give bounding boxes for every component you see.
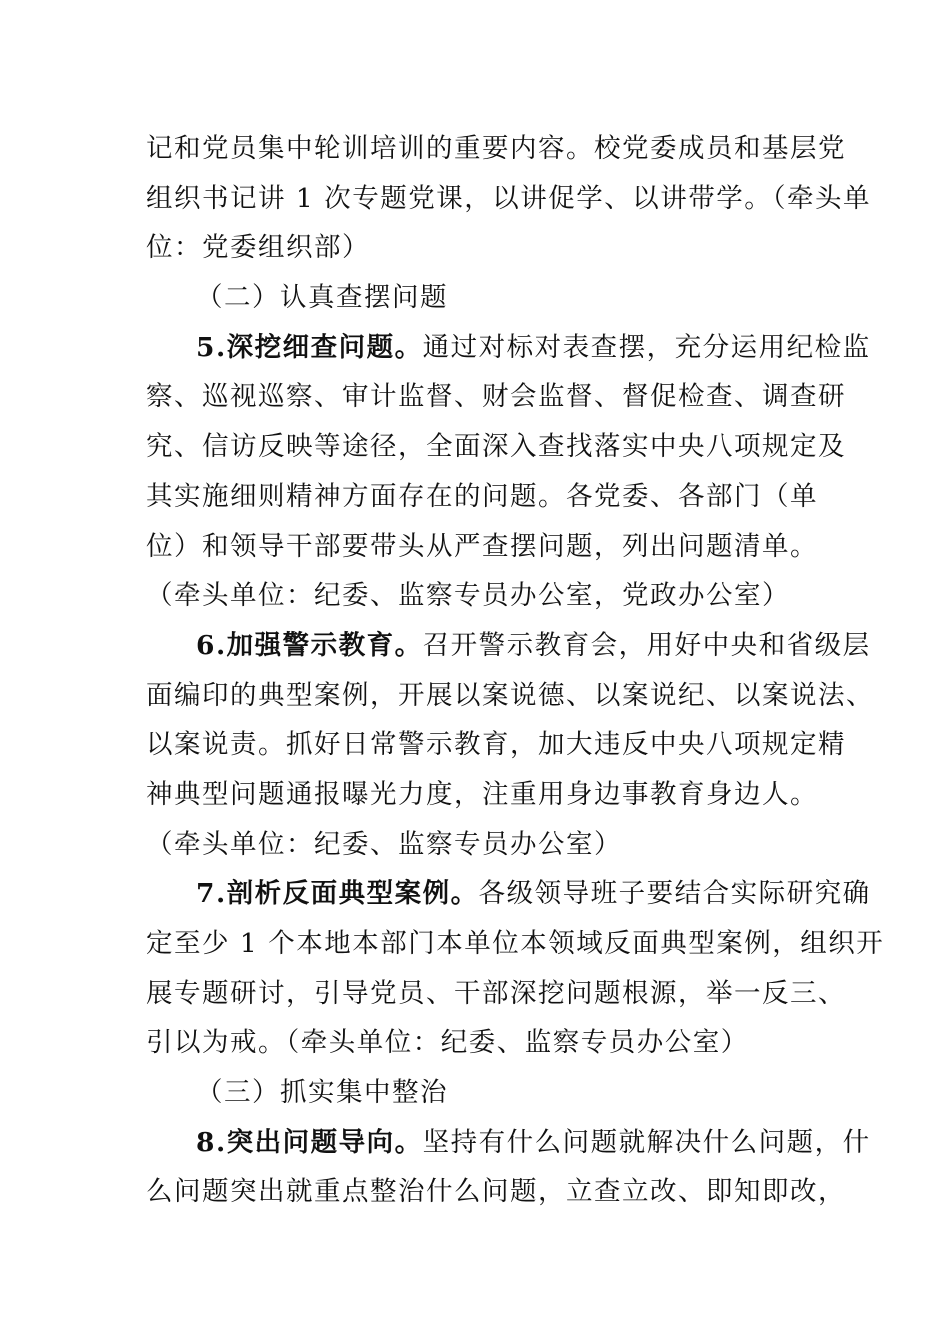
paragraph-line: 引以为戒。（牵头单位：纪委、监察专员办公室） xyxy=(146,1027,749,1059)
item-7-title: 7.剖析反面典型案例。 xyxy=(196,878,479,910)
item-5-text: 通过对标对表查摆，充分运用纪检监 xyxy=(422,331,871,363)
paragraph-line: 面编印的典型案例，开展以案说德、以案说纪、以案说法、 xyxy=(146,679,874,711)
item-7-first-line xyxy=(146,869,871,919)
paragraph-line: （牵头单位：纪委、监察专员办公室，党政办公室） xyxy=(146,580,790,612)
section-heading-3: （三）抓实集中整治 xyxy=(196,1077,448,1109)
paragraph-line: 位：党委组织部） xyxy=(146,232,370,264)
item-6-text: 召开警示教育会，用好中央和省级层 xyxy=(422,629,871,661)
paragraph-line: （牵头单位：纪委、监察专员办公室） xyxy=(146,828,622,860)
paragraph-line: 究、信访反映等途径，全面深入查找落实中央八项规定及 xyxy=(146,431,846,463)
item-5-title: 5.深挖细查问题。 xyxy=(196,331,423,363)
item-7-text: 各级领导班子要结合实际研究确 xyxy=(478,878,871,910)
paragraph-line: 展专题研讨，引导党员、干部深挖问题根源，举一反三、 xyxy=(146,977,846,1009)
paragraph-line: 察、巡视巡察、审计监督、财会监督、督促检查、调查研 xyxy=(146,381,846,413)
item-8-text: 坚持有什么问题就解决什么问题，什 xyxy=(422,1126,871,1158)
item-5-first-line xyxy=(146,323,871,373)
paragraph-line: 么问题突出就重点整治什么问题，立查立改、即知即改， xyxy=(146,1176,846,1208)
paragraph-line: 定至少 1 个本地本部门本单位本领域反面典型案例，组织开 xyxy=(146,928,885,959)
paragraph-line: 位）和领导干部要带头从严查摆问题，列出问题清单。 xyxy=(146,530,818,562)
paragraph-line: 记和党员集中轮训培训的重要内容。校党委成员和基层党 xyxy=(146,133,846,164)
paragraph-line: 其实施细则精神方面存在的问题。各党委、各部门（单 xyxy=(146,480,818,512)
document-body xyxy=(146,124,885,1217)
item-6-first-line xyxy=(146,621,871,671)
paragraph-line: 神典型问题通报曝光力度，注重用身边事教育身边人。 xyxy=(146,778,818,810)
item-6-title: 6.加强警示教育。 xyxy=(196,629,423,661)
item-8-first-line xyxy=(146,1118,871,1168)
item-8-title: 8.突出问题导向。 xyxy=(196,1126,423,1158)
section-heading-2: （二）认真查摆问题 xyxy=(196,282,448,314)
paragraph-line: 以案说责。抓好日常警示教育，加大违反中央八项规定精 xyxy=(146,729,846,761)
paragraph-line: 组织书记讲 1 次专题党课，以讲促学、以讲带学。（牵头单 xyxy=(146,182,871,214)
